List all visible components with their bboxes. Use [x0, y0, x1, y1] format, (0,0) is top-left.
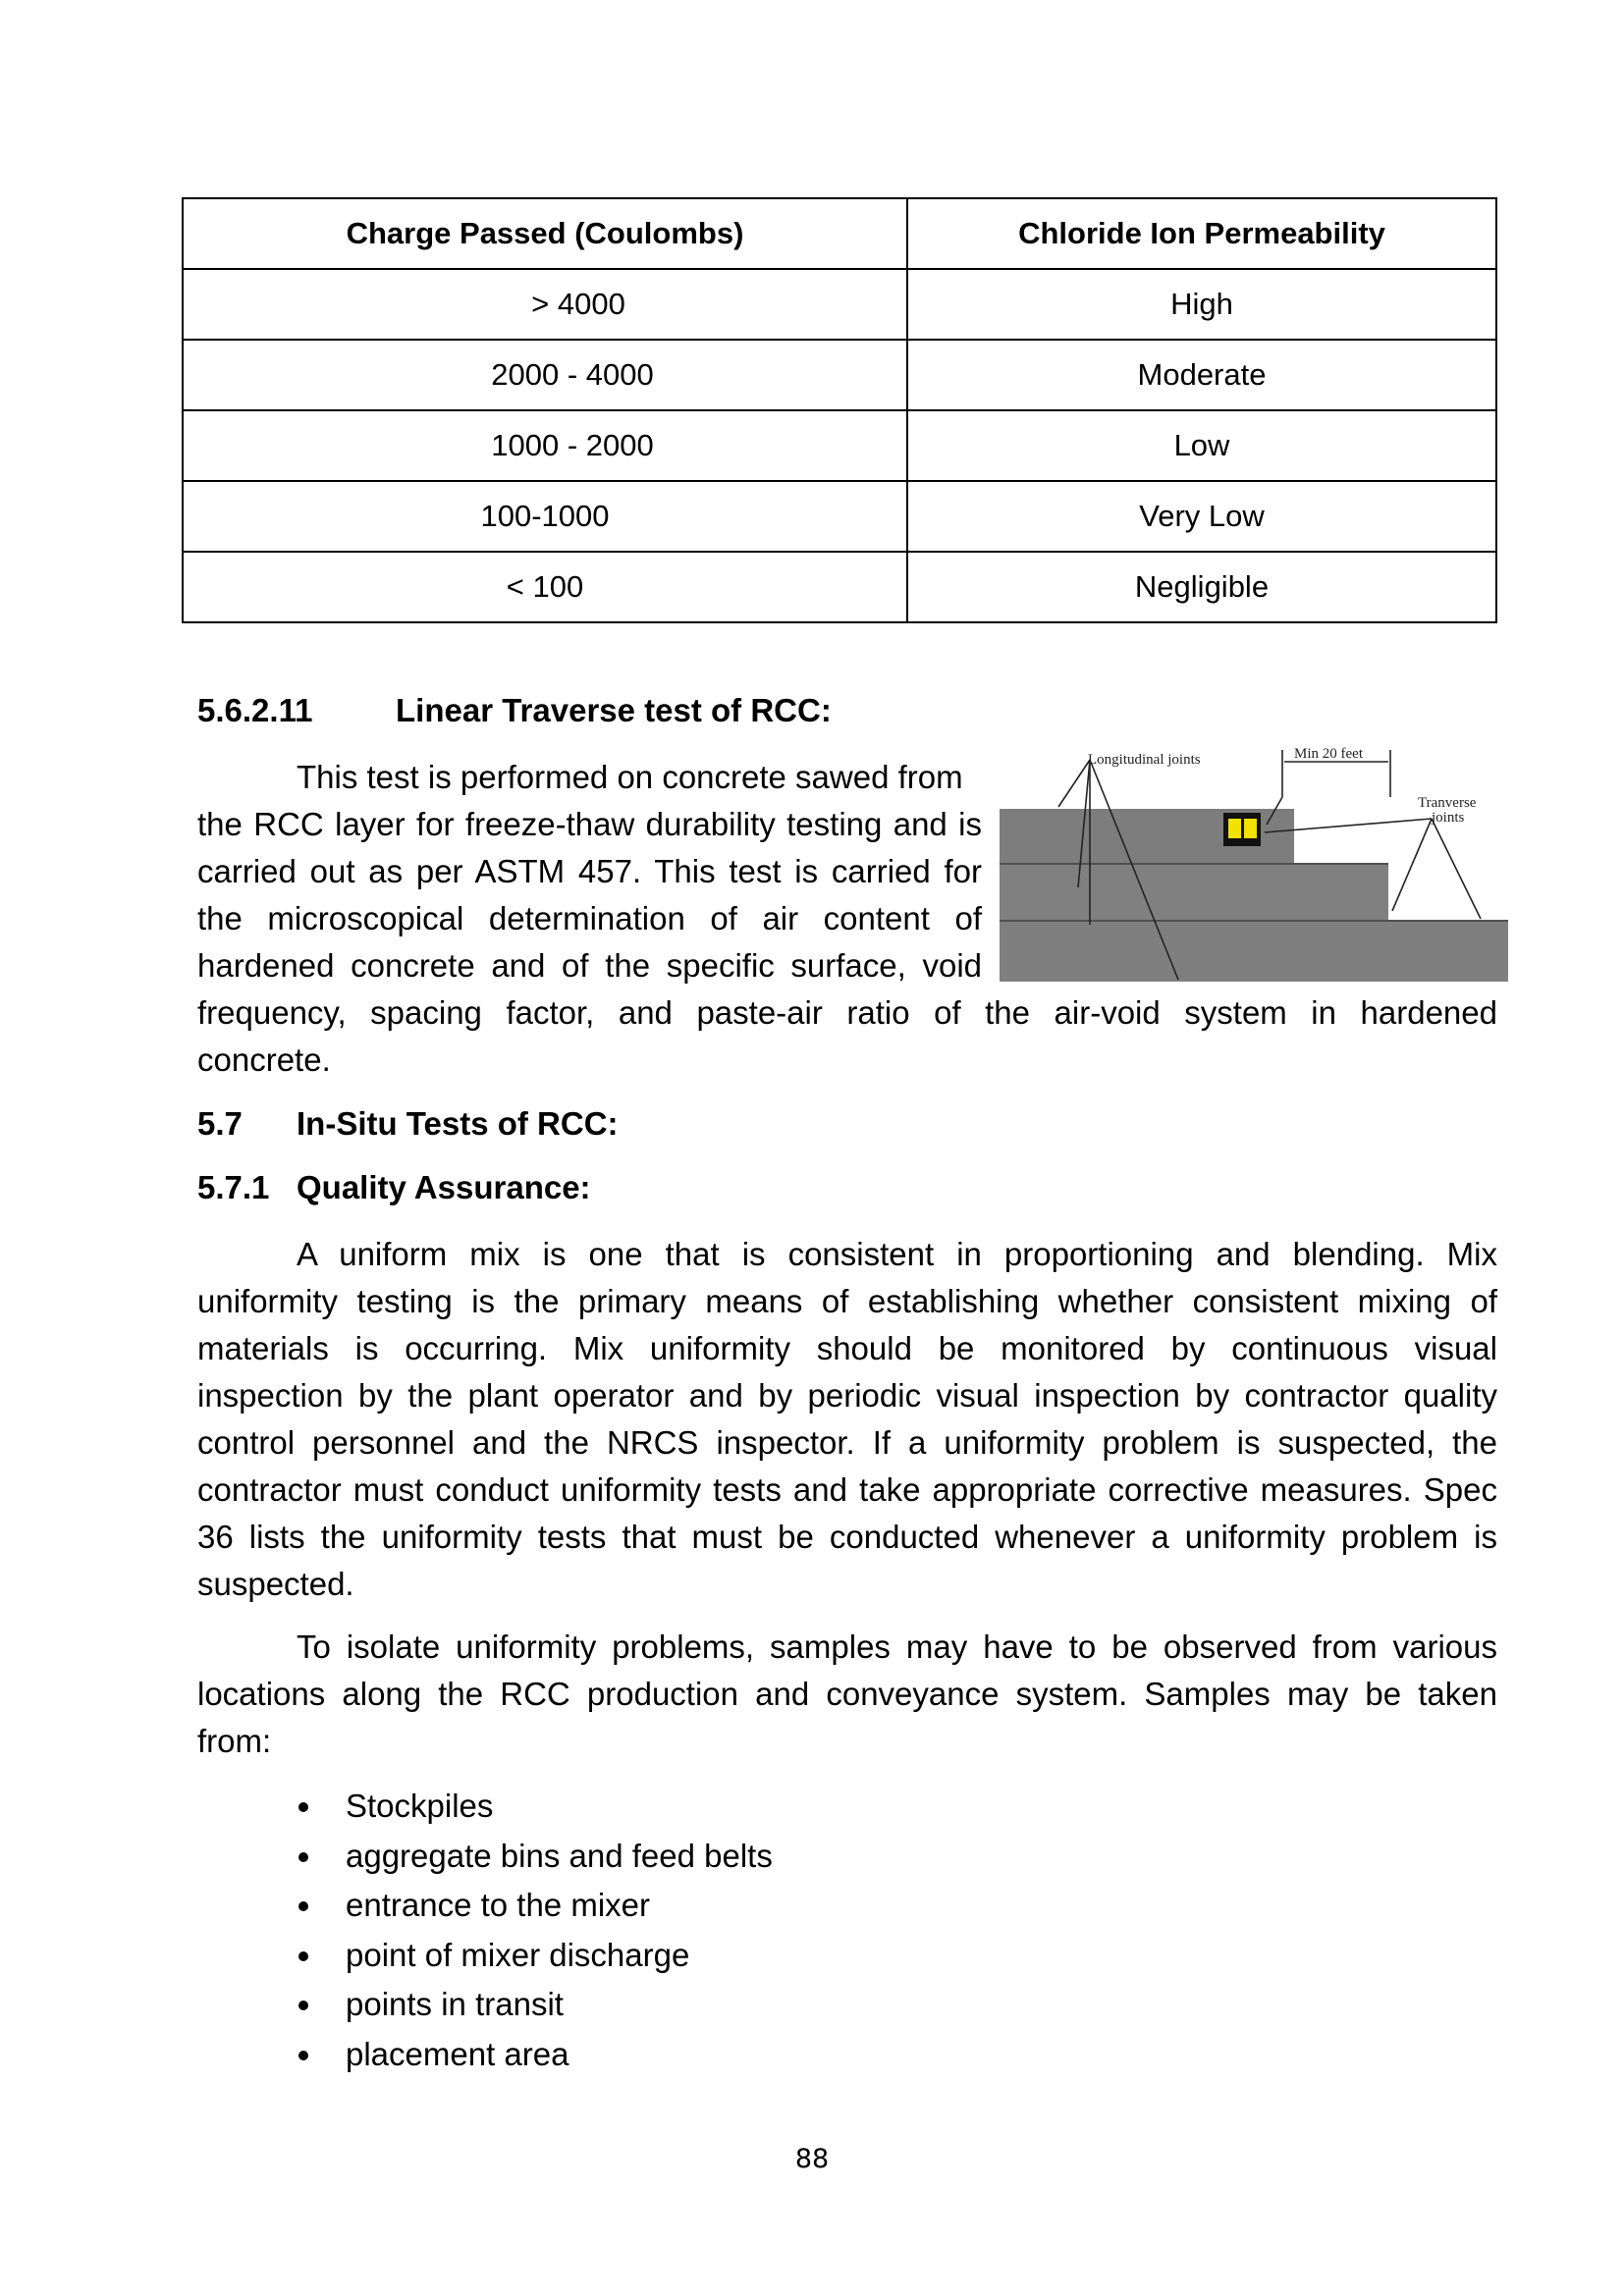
paragraph-line: the microscopical determination of air content of [197, 900, 982, 936]
table-cell-charge: > 4000 [183, 269, 907, 340]
paragraph-line: A uniform mix is one that is consistent in proportioning and blending. Mix [297, 1236, 1497, 1272]
table-row [183, 552, 1496, 622]
paragraph-line: inspection by the plant operator and by periodic visual inspection by contractor quality [197, 1377, 1497, 1414]
table-cell-permeability: Very Low [907, 481, 1496, 552]
rcc-joints-figure [1000, 738, 1508, 982]
table-cell-charge: 1000 - 2000 [183, 410, 907, 481]
paragraph-line: concrete. [197, 1041, 331, 1078]
paragraph-line: the RCC layer for freeze-thaw durability testing and is [197, 806, 982, 842]
list-item: aggregate bins and feed belts [295, 1832, 773, 1882]
paragraph-line: This test is performed on concrete sawed from [297, 759, 963, 795]
list-item: point of mixer discharge [295, 1931, 773, 1981]
figure-label-min: Min 20 feet [1294, 746, 1363, 762]
paragraph-line: suspected. [197, 1566, 354, 1602]
arrow-line [1058, 760, 1090, 807]
table-header-cell: Charge Passed (Coulombs) [183, 198, 907, 269]
paragraph-line: To isolate uniformity problems, samples may have to be observed from various [297, 1629, 1497, 1665]
figure-label-transverse: Tranverse [1418, 795, 1477, 811]
table-cell-charge: 2000 - 4000 [183, 340, 907, 410]
table-row [183, 269, 1496, 340]
paragraph-line: uniformity testing is the primary means of establishing whether consistent mixing of [197, 1283, 1497, 1319]
table-row [183, 410, 1496, 481]
paragraph-line: from: [197, 1723, 272, 1759]
table-cell-charge: < 100 [183, 552, 907, 622]
paragraph-line: materials is occurring. Mix uniformity should be monitored by continuous visual [197, 1330, 1497, 1366]
paragraph-line: carried out as per ASTM 457. This test is carried for [197, 853, 982, 889]
figure-label-longitudinal: Longitudinal joints [1088, 752, 1201, 768]
table-cell-charge: 100-1000 [183, 481, 907, 552]
section-number-5-6-2-11: 5.6.2.11 [197, 692, 313, 728]
section-title-in-situ: In-Situ Tests of RCC: [297, 1105, 619, 1142]
paragraph-line: control personnel and the NRCS inspector. If a uniformity problem is suspected, the [197, 1424, 1497, 1461]
paragraph-line: hardened concrete and of the specific surface, void [197, 947, 982, 984]
paragraph-line: 36 lists the uniformity tests that must be conducted whenever a uniformity problem is [197, 1519, 1497, 1555]
sample-locations-list [295, 1782, 773, 2079]
concrete-layer-bottom [1000, 921, 1508, 982]
figure-label-joints: joints [1432, 810, 1465, 826]
section-title-linear-traverse: Linear Traverse test of RCC: [396, 692, 832, 728]
joint-marker [1244, 819, 1257, 838]
chloride-permeability-table [182, 197, 1497, 623]
section-number-5-7: 5.7 [197, 1105, 243, 1142]
paragraph-line: frequency, spacing factor, and paste-air ratio of the air-void system in hardened [197, 994, 1497, 1031]
joint-marker [1228, 819, 1241, 838]
list-item: points in transit [295, 1980, 773, 2030]
paragraph-line: contractor must conduct uniformity tests and take appropriate corrective measures. Spec [197, 1471, 1497, 1508]
table-row [183, 340, 1496, 410]
section-number-5-7-1: 5.7.1 [197, 1169, 270, 1205]
concrete-layer-middle [1000, 864, 1388, 921]
table-cell-permeability: High [907, 269, 1496, 340]
section-title-quality-assurance: Quality Assurance: [297, 1169, 591, 1205]
page-number: 88 [794, 2144, 830, 2174]
table-row [183, 481, 1496, 552]
table-cell-permeability: Moderate [907, 340, 1496, 410]
table-cell-permeability: Negligible [907, 552, 1496, 622]
paragraph-line: locations along the RCC production and conveyance system. Samples may be taken [197, 1676, 1497, 1712]
list-item: placement area [295, 2030, 773, 2080]
table-header-cell: Chloride Ion Permeability [907, 198, 1496, 269]
table-header-row [183, 198, 1496, 269]
list-item: entrance to the mixer [295, 1881, 773, 1931]
table-cell-permeability: Low [907, 410, 1496, 481]
list-item: Stockpiles [295, 1782, 773, 1832]
